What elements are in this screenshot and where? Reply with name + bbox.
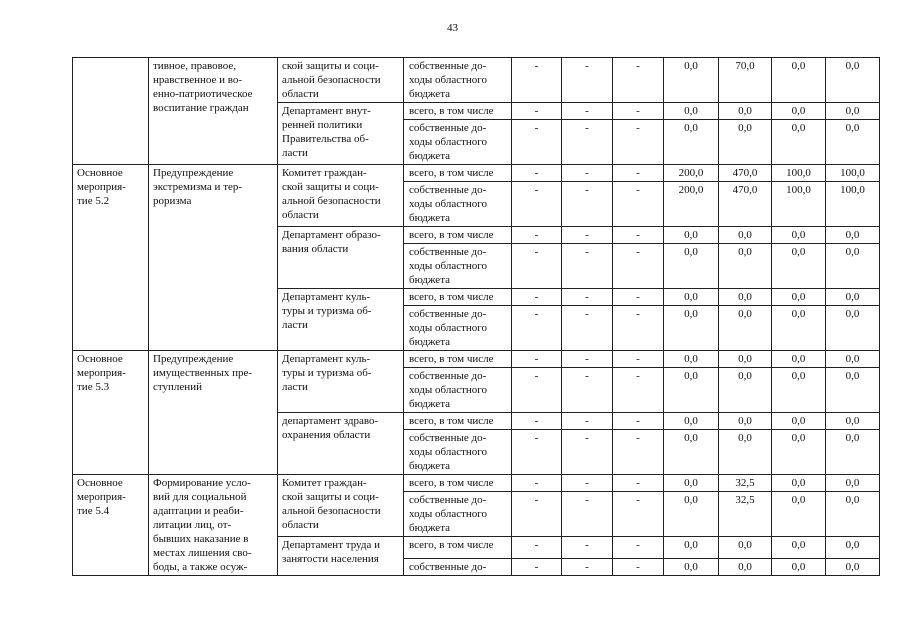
funding-source-cell: собственные до- ходы областного бюджета: [404, 182, 512, 227]
amount-cell: 0,0: [664, 475, 719, 492]
empty-value-cell: -: [562, 165, 613, 182]
empty-value-cell: -: [613, 289, 664, 306]
amount-cell: 0,0: [664, 537, 719, 559]
amount-cell: 470,0: [719, 165, 772, 182]
amount-cell: 0,0: [826, 351, 880, 368]
empty-value-cell: -: [613, 165, 664, 182]
empty-value-cell: -: [512, 368, 562, 413]
amount-cell: 0,0: [772, 103, 826, 120]
empty-value-cell: -: [613, 227, 664, 244]
amount-cell: 0,0: [826, 430, 880, 475]
empty-value-cell: -: [613, 182, 664, 227]
empty-value-cell: -: [613, 58, 664, 103]
amount-cell: 0,0: [719, 244, 772, 289]
amount-cell: 0,0: [664, 492, 719, 537]
amount-cell: 0,0: [772, 306, 826, 351]
amount-cell: 0,0: [826, 306, 880, 351]
executor-cell: Комитет граждан- ской защиты и соци- альной безопасности области: [278, 475, 404, 537]
measure-cell: Основное мероприя- тие 5.3: [73, 351, 149, 475]
table-body: [73, 58, 880, 576]
amount-cell: 100,0: [826, 182, 880, 227]
empty-value-cell: -: [562, 351, 613, 368]
amount-cell: 0,0: [664, 413, 719, 430]
empty-value-cell: -: [613, 306, 664, 351]
amount-cell: 0,0: [826, 58, 880, 103]
amount-cell: 0,0: [664, 58, 719, 103]
amount-cell: 32,5: [719, 492, 772, 537]
amount-cell: 0,0: [826, 559, 880, 576]
funding-source-cell: всего, в том числе: [404, 227, 512, 244]
amount-cell: 0,0: [772, 492, 826, 537]
amount-cell: 470,0: [719, 182, 772, 227]
empty-value-cell: -: [613, 244, 664, 289]
amount-cell: 0,0: [772, 120, 826, 165]
amount-cell: 0,0: [664, 306, 719, 351]
amount-cell: 200,0: [664, 165, 719, 182]
table-row: [73, 351, 880, 368]
budget-table: [72, 57, 880, 576]
table-row: [73, 165, 880, 182]
empty-value-cell: -: [613, 368, 664, 413]
empty-value-cell: -: [562, 289, 613, 306]
amount-cell: 0,0: [664, 368, 719, 413]
executor-cell: ской защиты и соци- альной безопасности области: [278, 58, 404, 103]
amount-cell: 0,0: [826, 413, 880, 430]
amount-cell: 0,0: [772, 475, 826, 492]
empty-value-cell: -: [512, 413, 562, 430]
amount-cell: 0,0: [826, 244, 880, 289]
amount-cell: 200,0: [664, 182, 719, 227]
measure-cell: Основное мероприя- тие 5.2: [73, 165, 149, 351]
amount-cell: 100,0: [772, 165, 826, 182]
amount-cell: 0,0: [664, 430, 719, 475]
empty-value-cell: -: [613, 559, 664, 576]
funding-source-cell: всего, в том числе: [404, 165, 512, 182]
amount-cell: 0,0: [719, 227, 772, 244]
empty-value-cell: -: [562, 475, 613, 492]
amount-cell: 0,0: [826, 103, 880, 120]
empty-value-cell: -: [613, 537, 664, 559]
funding-source-cell: собственные до- ходы областного бюджета: [404, 492, 512, 537]
amount-cell: 0,0: [719, 413, 772, 430]
empty-value-cell: -: [512, 351, 562, 368]
executor-cell: Департамент образо- вания области: [278, 227, 404, 289]
amount-cell: 0,0: [719, 306, 772, 351]
amount-cell: 32,5: [719, 475, 772, 492]
table-row: [73, 58, 880, 103]
amount-cell: 0,0: [826, 368, 880, 413]
amount-cell: 0,0: [664, 244, 719, 289]
empty-value-cell: -: [613, 103, 664, 120]
table-row: [73, 475, 880, 492]
funding-source-cell: всего, в том числе: [404, 537, 512, 559]
funding-source-cell: собственные до- ходы областного бюджета: [404, 244, 512, 289]
amount-cell: 0,0: [719, 430, 772, 475]
amount-cell: 0,0: [772, 289, 826, 306]
description-cell: Формирование усло- вий для социальной адаптации и реаби- литации лиц, от- бывших наказание в местах лишения сво- боды, а также осуж-: [149, 475, 278, 576]
funding-source-cell: всего, в том числе: [404, 103, 512, 120]
empty-value-cell: -: [512, 306, 562, 351]
amount-cell: 100,0: [826, 165, 880, 182]
empty-value-cell: -: [512, 537, 562, 559]
amount-cell: 0,0: [719, 289, 772, 306]
empty-value-cell: -: [512, 227, 562, 244]
empty-value-cell: -: [512, 244, 562, 289]
amount-cell: 0,0: [772, 559, 826, 576]
amount-cell: 0,0: [719, 351, 772, 368]
amount-cell: 0,0: [719, 368, 772, 413]
amount-cell: 0,0: [664, 103, 719, 120]
amount-cell: 0,0: [772, 58, 826, 103]
amount-cell: 100,0: [772, 182, 826, 227]
funding-source-cell: собственные до- ходы областного бюджета: [404, 58, 512, 103]
measure-cell: Основное мероприя- тие 5.4: [73, 475, 149, 576]
description-cell: Предупреждение имущественных пре- ступлений: [149, 351, 278, 475]
empty-value-cell: -: [562, 430, 613, 475]
empty-value-cell: -: [613, 475, 664, 492]
amount-cell: 70,0: [719, 58, 772, 103]
empty-value-cell: -: [562, 368, 613, 413]
empty-value-cell: -: [562, 227, 613, 244]
page-number: 43: [447, 22, 458, 34]
amount-cell: 0,0: [719, 537, 772, 559]
empty-value-cell: -: [613, 413, 664, 430]
empty-value-cell: -: [562, 244, 613, 289]
funding-source-cell: всего, в том числе: [404, 289, 512, 306]
funding-source-cell: собственные до- ходы областного бюджета: [404, 368, 512, 413]
empty-value-cell: -: [562, 559, 613, 576]
empty-value-cell: -: [613, 430, 664, 475]
funding-source-cell: всего, в том числе: [404, 475, 512, 492]
executor-cell: Департамент куль- туры и туризма об- ласти: [278, 351, 404, 413]
amount-cell: 0,0: [826, 289, 880, 306]
empty-value-cell: -: [512, 559, 562, 576]
amount-cell: 0,0: [664, 227, 719, 244]
empty-value-cell: -: [512, 120, 562, 165]
empty-value-cell: -: [512, 289, 562, 306]
executor-cell: Департамент куль- туры и туризма об- ласти: [278, 289, 404, 351]
funding-source-cell: собственные до- ходы областного бюджета: [404, 306, 512, 351]
empty-value-cell: -: [613, 492, 664, 537]
amount-cell: 0,0: [664, 120, 719, 165]
empty-value-cell: -: [562, 58, 613, 103]
empty-value-cell: -: [562, 182, 613, 227]
funding-source-cell: собственные до- ходы областного бюджета: [404, 430, 512, 475]
amount-cell: 0,0: [772, 244, 826, 289]
amount-cell: 0,0: [772, 413, 826, 430]
empty-value-cell: -: [613, 351, 664, 368]
funding-source-cell: всего, в том числе: [404, 351, 512, 368]
empty-value-cell: -: [512, 475, 562, 492]
amount-cell: 0,0: [826, 475, 880, 492]
amount-cell: 0,0: [826, 492, 880, 537]
amount-cell: 0,0: [719, 103, 772, 120]
empty-value-cell: -: [562, 492, 613, 537]
empty-value-cell: -: [512, 430, 562, 475]
empty-value-cell: -: [512, 103, 562, 120]
amount-cell: 0,0: [664, 351, 719, 368]
amount-cell: 0,0: [826, 537, 880, 559]
funding-source-cell: собственные до- ходы областного бюджета: [404, 120, 512, 165]
funding-source-cell: собственные до-: [404, 559, 512, 576]
measure-cell: [73, 58, 149, 165]
amount-cell: 0,0: [826, 227, 880, 244]
executor-cell: департамент здраво- охранения области: [278, 413, 404, 475]
amount-cell: 0,0: [664, 559, 719, 576]
empty-value-cell: -: [562, 413, 613, 430]
empty-value-cell: -: [562, 120, 613, 165]
funding-source-cell: всего, в том числе: [404, 413, 512, 430]
description-cell: тивное, правовое, нравственное и во- енно-патриотическое воспитание граждан: [149, 58, 278, 165]
empty-value-cell: -: [512, 182, 562, 227]
empty-value-cell: -: [512, 492, 562, 537]
amount-cell: 0,0: [719, 559, 772, 576]
empty-value-cell: -: [613, 120, 664, 165]
amount-cell: 0,0: [719, 120, 772, 165]
empty-value-cell: -: [562, 306, 613, 351]
empty-value-cell: -: [562, 537, 613, 559]
amount-cell: 0,0: [826, 120, 880, 165]
amount-cell: 0,0: [772, 351, 826, 368]
amount-cell: 0,0: [772, 537, 826, 559]
empty-value-cell: -: [512, 165, 562, 182]
executor-cell: Комитет граждан- ской защиты и соци- альной безопасности области: [278, 165, 404, 227]
executor-cell: Департамент внут- ренней политики Правительства об- ласти: [278, 103, 404, 165]
amount-cell: 0,0: [772, 368, 826, 413]
amount-cell: 0,0: [772, 430, 826, 475]
amount-cell: 0,0: [664, 289, 719, 306]
empty-value-cell: -: [512, 58, 562, 103]
description-cell: Предупреждение экстремизма и тер- роризма: [149, 165, 278, 351]
empty-value-cell: -: [562, 103, 613, 120]
executor-cell: Департамент труда и занятости населения: [278, 537, 404, 576]
amount-cell: 0,0: [772, 227, 826, 244]
